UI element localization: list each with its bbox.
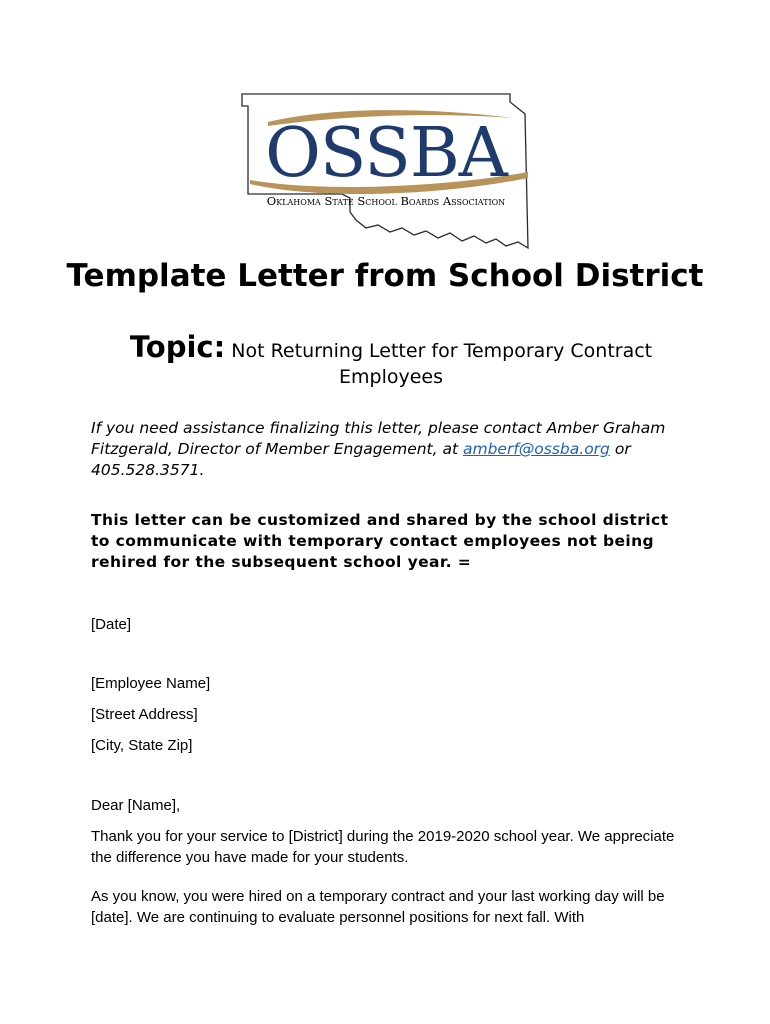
ossba-logo [238,92,532,250]
email-link[interactable]: amberf@ossba.org [463,440,610,458]
assistance-after: or 405.528.3571. [91,440,631,479]
assistance-paragraph [91,418,691,481]
letter-city-state-zip: [City, State Zip] [91,737,193,754]
assistance-before: If you need assistance finalizing this letter, please contact Amber Graham Fitzgerald, Director of Member Engagement, at [91,419,666,458]
letter-street-address: [Street Address] [91,706,198,723]
topic-label: Topic: [129,330,226,364]
topic-text: Not Returning Letter for Temporary Contract Employees [231,340,653,388]
letter-paragraph-1: Thank you for your service to [District] during the 2019-2020 school year. We appreciate the difference you have made for your students. [91,828,675,866]
topic-line [96,330,686,390]
letter-paragraph-2: As you know, you were hired on a temporary contract and your last working day will be [date]. We are continuing to evaluate personnel positions for next fall. With [91,888,665,926]
logo-wordmark: OSSBA [265,114,507,193]
oklahoma-outline-logo [238,92,532,250]
letter-employee-name: [Employee Name] [91,675,211,692]
logo-tagline: Oklahoma State School Boards Association [266,194,506,208]
letter-date: [Date] [91,616,132,633]
letter-salutation: Dear [Name], [91,797,181,814]
page-title: Template Letter from School District [66,258,704,294]
instructions-paragraph: This letter can be customized and shared by the school district to communicate with temporary contact employees not being rehired for the subsequent school year. = [91,511,669,571]
